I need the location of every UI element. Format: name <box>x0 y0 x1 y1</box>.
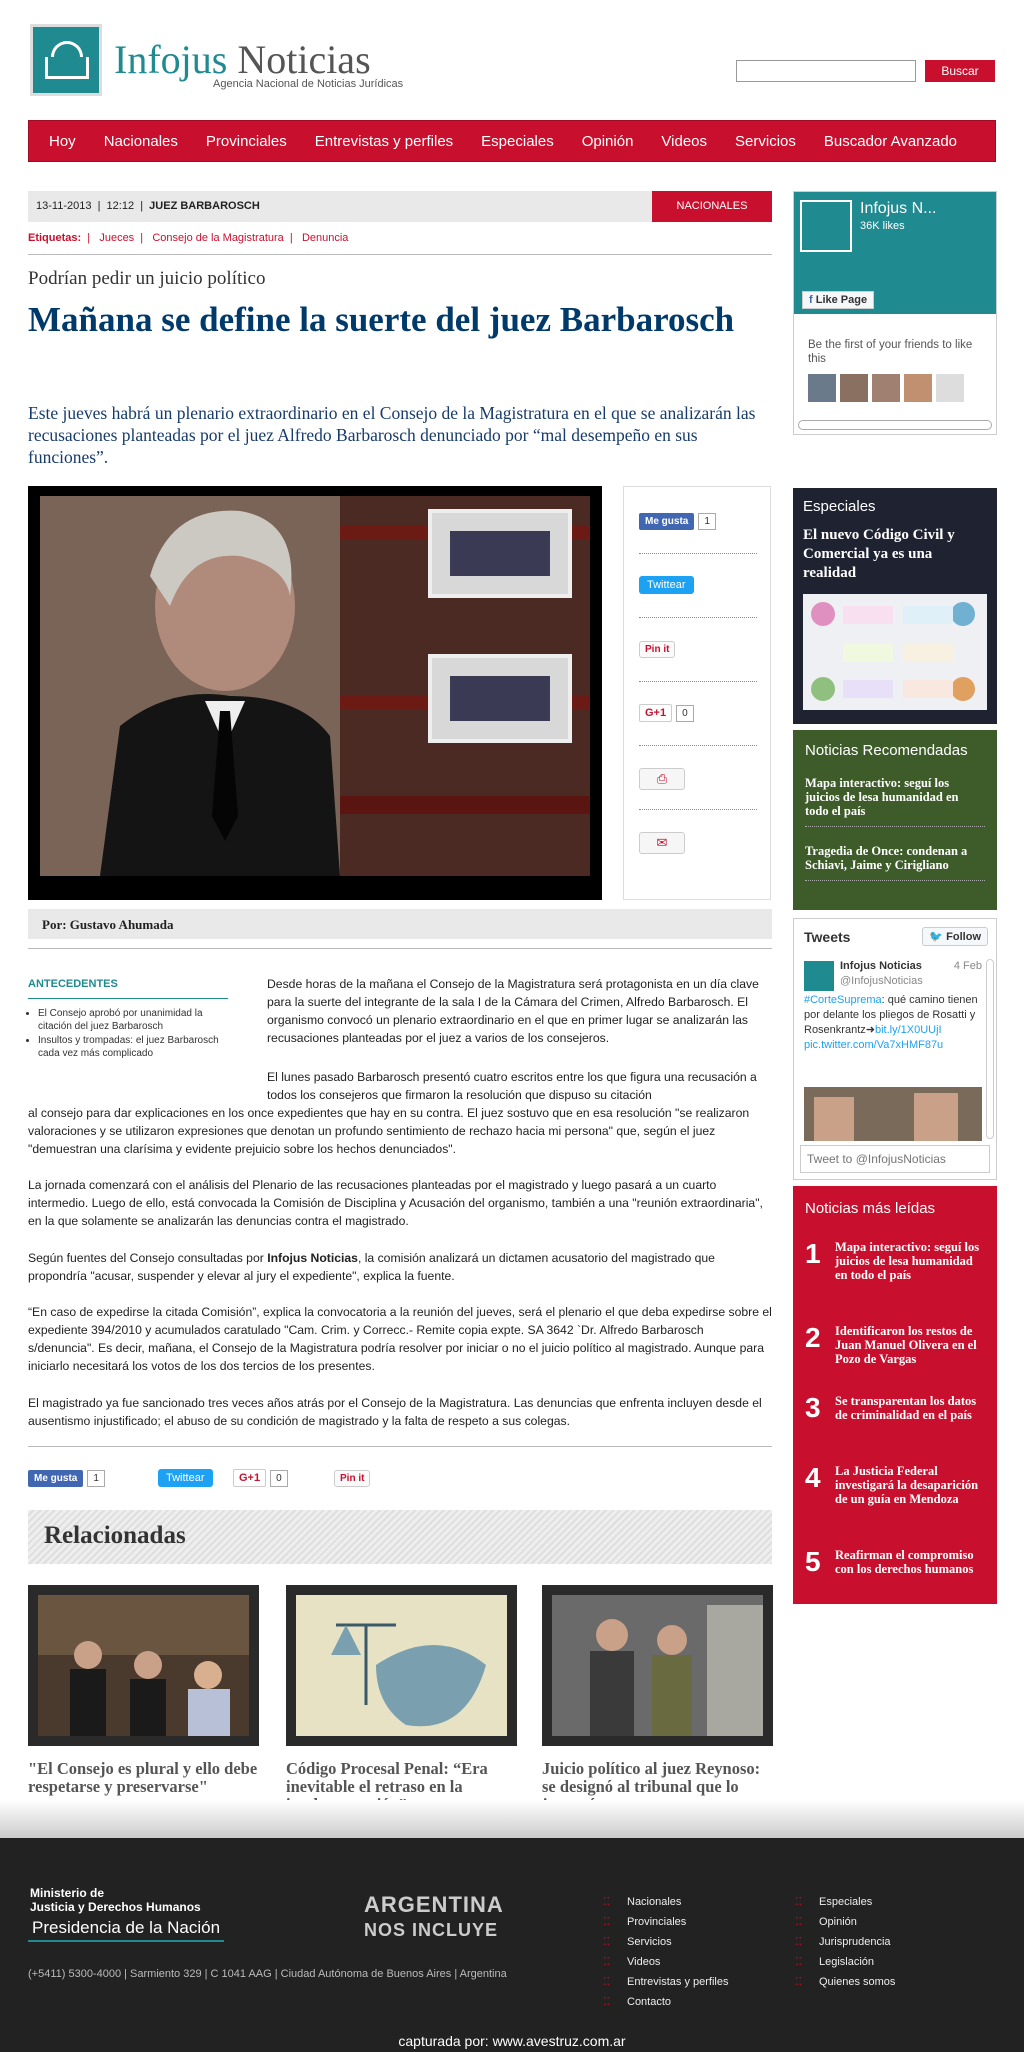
divider <box>639 809 757 810</box>
footer-link[interactable]: ⁚⁚ Especiales <box>795 1892 895 1912</box>
tweet-date[interactable]: 4 Feb <box>953 960 982 972</box>
pin-it-button[interactable]: Pin it <box>639 641 675 658</box>
argentina-logo: ARGENTINA <box>364 1892 504 1917</box>
body-paragraph: La jornada comenzará con el análisis del Plenario de las recusaciones planteadas por el magistrado y luego pasará a un cuarto intermedio. Luego de ello, está convocada la Comisión de Disciplina y Acusación del organismo, también a una "reunión extraordinaria", en la que solamente se analizarán las denuncias contra el magistrado. <box>28 1178 763 1228</box>
related-image[interactable] <box>286 1585 517 1746</box>
argentina-logo-sub: NOS INCLUYE <box>364 1920 499 1940</box>
tweet-user[interactable]: Infojus Noticias <box>840 960 922 972</box>
tweet-image[interactable] <box>804 1087 982 1141</box>
twitter-follow-button[interactable]: 🐦 Follow <box>922 927 988 946</box>
body-paragraph: El lunes pasado Barbarosch presentó cuatro escritos entre los que figura una recusación a todos los consejeros que firmaron la resolución que dispuso su citación <box>267 1070 757 1102</box>
gplus-button[interactable]: G+1 <box>639 704 672 722</box>
section-badge[interactable]: NACIONALES <box>652 191 772 222</box>
tag-jueces[interactable]: Jueces <box>99 232 135 244</box>
article-headline: Mañana se define la suerte del juez Barbarosch <box>28 300 735 339</box>
footer-link[interactable]: ⁚⁚ Opinión <box>795 1912 895 1932</box>
tweet-hashtag[interactable]: #CorteSuprema <box>804 994 882 1006</box>
related-caption[interactable]: Juicio político al juez Reynoso: se designó al tribunal que lo <box>542 1759 761 1796</box>
especiales-image[interactable] <box>803 594 987 710</box>
tweet-button[interactable]: Twittear <box>639 576 694 594</box>
body-paragraph: Según fuentes del Consejo consultadas por Infojus Noticias, la comisión analizará un dictamen acusatorio del magistrado que propondría "acusar, suspender y elevar al jury el expediente", explica la fuente. <box>28 1251 715 1283</box>
footer-link[interactable]: ⁚⁚ Quienes somos <box>795 1972 895 1992</box>
tweet-to-input[interactable] <box>800 1145 990 1173</box>
nav-buscador[interactable]: Buscador Avanzado <box>823 132 958 150</box>
presidencia-label[interactable]: Presidencia de la Nación <box>28 1916 224 1942</box>
site-subtitle: Agencia Nacional de Noticias Jurídicas <box>213 78 404 90</box>
gplus-share[interactable] <box>639 703 694 722</box>
fb-like[interactable] <box>639 511 716 530</box>
tweet-text: #CorteSuprema: qué camino tienen por delante los pliegos de Rosatti y Rosenkrantz➜bit.ly/1X0UUjI pic.twitter.com/Va7xHMF87u <box>804 994 978 1051</box>
article-photo <box>40 496 590 876</box>
twitter-widget <box>793 918 997 1180</box>
email-icon[interactable]: ✉ <box>639 832 685 854</box>
body-paragraph: El magistrado ya fue sancionado tres veces años atrás por el Consejo de la Magistratura. Las denuncias que enfrenta incluyen desde el ausentismo injustificado; el abuso de su condición de magistrado y la falta de respeto a sus colegas. <box>28 1396 762 1428</box>
tweet-link[interactable]: pic.twitter.com/Va7xHMF87u <box>804 1039 944 1051</box>
footer-link[interactable]: ⁚⁚ Legislación <box>795 1952 895 1972</box>
especiales-heading: Especiales <box>803 498 876 515</box>
nav-hoy[interactable]: Hoy <box>49 132 76 150</box>
fb-like-count: 1 <box>698 513 716 530</box>
pinterest-share[interactable] <box>639 639 675 658</box>
body-paragraph: Desde horas de la mañana el Consejo de la Magistratura será protagonista en un día clave para la suerte del integrante de la sala I de la Cámara del Crimen, Alfredo Barbarosch. El organismo convocó un plenario extraordinario en el que en primer lugar se analizarán las recusaciones planteadas por el juez a varios de los consejeros. <box>267 977 759 1045</box>
nav-opinion[interactable]: Opinión <box>581 132 634 150</box>
nav-provinciales[interactable]: Provinciales <box>205 132 287 150</box>
tweets-heading: Tweets <box>804 929 851 945</box>
nav-entrevistas[interactable]: Entrevistas y perfiles <box>314 132 454 150</box>
footer-link[interactable]: ⁚⁚ Contacto <box>603 1992 728 2012</box>
infojus-logo[interactable] <box>30 24 102 96</box>
related-caption[interactable]: "El Consejo es plural y ello debe respetarse y preservarse" <box>28 1759 258 1796</box>
antecedentes-box <box>28 978 228 1061</box>
mas-leidas-box: Noticias más leídas 1 Mapa interactivo: seguí los juicios de lesa humanidad en todo el país 2 Identificaron los restos de Juan Manuel Olivera en el Pozo de Vargas 3 Se transparentan los datos de criminalidad en el país 4 La Justicia Federal investigará la desaparición de un guía en Mendoza 5 Reafirman el compromiso con los derechos humanos <box>793 1186 997 1604</box>
footer-address: (+5411) 5300-4000 | Sarmiento 329 | C 1041 AAG | Ciudad Autónoma de Buenos Aires | Argentina <box>28 1968 507 1980</box>
fb-page-logo <box>800 200 852 252</box>
gplus-button[interactable]: G+1 <box>233 1469 266 1487</box>
article-photo-frame <box>28 486 602 900</box>
tags-label: Etiquetas: <box>28 232 82 244</box>
nav-servicios[interactable]: Servicios <box>735 132 796 150</box>
footer-link[interactable]: ⁚⁚ Nacionales <box>603 1892 728 1912</box>
nav-videos[interactable]: Videos <box>661 132 708 150</box>
related-caption[interactable]: Código Procesal Penal: “Era inevitable el retraso en la <box>286 1759 488 1796</box>
body-paragraph: al consejo para dar explicaciones en los once expedientes que hay en su contra. El juez sostuvo que en esa resolución "se realizaron valoraciones y se utilizaron expresiones que denotan un profundo sentimiento de rechazo hacia mi persona" que, según el juez "demuestran una clarísima y evidente prejuicio sobre los hechos denunciados". <box>28 1106 750 1156</box>
fb-like[interactable] <box>28 1468 105 1487</box>
article-date: 13-11-2013 | 12:12 | JUEZ BARBAROSCH <box>36 200 260 212</box>
twitter-bird-icon: 🐦 <box>929 931 944 943</box>
fb-friend-avatar[interactable] <box>936 374 964 402</box>
antecedente-link[interactable]: • El Consejo aprobó por unanimidad la citación del juez Barbarosch <box>38 1007 228 1033</box>
mas-leidas-heading: Noticias más leídas <box>805 1200 936 1217</box>
main-nav <box>28 120 996 162</box>
ministry-logo[interactable]: Ministerio de Justicia y Derechos Humanos <box>30 1886 201 1914</box>
antecedentes-title: ANTECEDENTES <box>28 978 228 999</box>
tweet-share[interactable] <box>639 575 694 594</box>
tweet-handle: @InfojusNoticias <box>840 975 923 987</box>
tweet-avatar[interactable] <box>804 961 834 991</box>
divider <box>28 254 772 255</box>
nav-especiales[interactable]: Especiales <box>481 132 554 150</box>
tweet-link[interactable]: bit.ly/1X0UUjI <box>874 1024 942 1036</box>
share-column <box>623 486 771 900</box>
fb-like-page-button[interactable]: f Like Page <box>802 291 874 309</box>
tweet-button[interactable]: Twittear <box>158 1469 213 1487</box>
fb-page-likes: 36K likes <box>860 220 905 232</box>
tweets-scrollbar[interactable] <box>986 959 994 1139</box>
tag-consejo[interactable]: Consejo de la Magistratura <box>152 232 284 244</box>
recomendadas-heading: Noticias Recomendadas <box>805 742 968 759</box>
site-title[interactable]: Infojus Noticias <box>114 37 371 82</box>
fb-page-cover[interactable] <box>794 192 996 314</box>
tag-denuncia[interactable]: Denuncia <box>301 232 349 244</box>
related-image[interactable] <box>28 1585 259 1746</box>
gplus-count: 0 <box>676 705 694 722</box>
body-paragraph: “En caso de expedirse la citada Comisión”, explica la convocatoria a la reunión del jueves, será el plenario el que deba expedirse sobre el expediente 394/2010 y acumulados caratulado "Cam. Crim. y Correcc.- Remite copia expte. SA 3642 `Dr. Alfredo Barbarosch s/denuncia". Es decir, mañana, el Consejo de la Magistratura podría resolver por iniciar o no el juicio político al magistrado. Aunque para iniciarlo necesitará los votos de los dos tercios de los presentes. <box>28 1305 772 1373</box>
footer-link[interactable]: ⁚⁚ Servicios <box>603 1932 728 1952</box>
footer-links <box>603 1892 728 2012</box>
facebook-widget <box>793 191 997 435</box>
print-icon[interactable]: ⎙ <box>639 768 685 790</box>
divider <box>639 617 757 618</box>
capture-credit: capturada por: www.avestruz.com.ar <box>398 2033 626 2049</box>
site-footer <box>0 1838 1024 2052</box>
footer-link[interactable]: ⁚⁚ Jurisprudencia <box>795 1932 895 1952</box>
divider <box>28 948 772 949</box>
fb-page-name: Infojus N... <box>860 200 937 217</box>
recomendada-link[interactable]: Tragedia de Once: condenan a Schiavi, Jaime y Cirigliano <box>805 844 985 881</box>
related-image[interactable] <box>542 1585 773 1746</box>
tweet <box>804 959 984 1053</box>
fb-scrollbar[interactable] <box>798 420 992 430</box>
divider <box>639 681 757 682</box>
fb-friend-avatar[interactable] <box>808 374 836 402</box>
fb-like-button[interactable]: Me gusta <box>28 1470 83 1487</box>
related-title: Relacionadas <box>44 1522 186 1549</box>
especiales-title[interactable]: El nuevo Código Civil y Comercial ya es una realidad <box>803 527 955 581</box>
site-header <box>0 0 1024 120</box>
pin-it-button[interactable]: Pin it <box>334 1470 370 1487</box>
related-header <box>28 1510 772 1564</box>
recomendadas-box <box>793 730 997 910</box>
footer-shadow <box>0 1800 1024 1840</box>
fb-like-button[interactable]: Me gusta <box>639 513 694 530</box>
antecedente-link[interactable]: • Insultos y trompadas: el juez Barbarosch cada vez más complicado <box>38 1034 228 1060</box>
fb-like-count: 1 <box>87 1470 105 1487</box>
fb-friend-avatar[interactable] <box>840 374 868 402</box>
footer-links <box>795 1892 895 1992</box>
footer-link[interactable]: ⁚⁚ Provinciales <box>603 1912 728 1932</box>
recomendada-link[interactable]: Mapa interactivo: seguí los juicios de lesa humanidad en todo el país <box>805 776 985 827</box>
search-button[interactable]: Buscar <box>925 60 995 82</box>
gplus-count: 0 <box>270 1470 288 1487</box>
article-byline: Por: Gustavo Ahumada <box>28 909 772 939</box>
divider <box>639 553 757 554</box>
fb-friend-avatar[interactable] <box>904 374 932 402</box>
divider <box>639 745 757 746</box>
divider <box>28 1446 772 1447</box>
especiales-box <box>793 488 997 724</box>
fb-friend-avatar[interactable] <box>872 374 900 402</box>
share-row <box>28 1466 772 1490</box>
footer-link[interactable]: ⁚⁚ Entrevistas y perfiles <box>603 1972 728 1992</box>
article-kicker: Podrían pedir un juicio político <box>28 268 266 289</box>
article-lead: Este jueves habrá un plenario extraordinario en el Consejo de la Magistratura en el que se analizarán las recusaciones planteadas por el juez Alfredo Barbarosch denunciado por “mal desempeño en sus funciones”. <box>28 403 756 467</box>
tags-row: Etiquetas: | Jueces | Consejo de la Magistratura | Denuncia <box>28 232 349 244</box>
search-input[interactable] <box>736 60 916 82</box>
nav-nacionales[interactable]: Nacionales <box>103 132 178 150</box>
fb-friends-text: Be the first of your friends to like this <box>808 339 973 365</box>
article-meta-bar <box>28 191 772 222</box>
footer-link[interactable]: ⁚⁚ Videos <box>603 1952 728 1972</box>
